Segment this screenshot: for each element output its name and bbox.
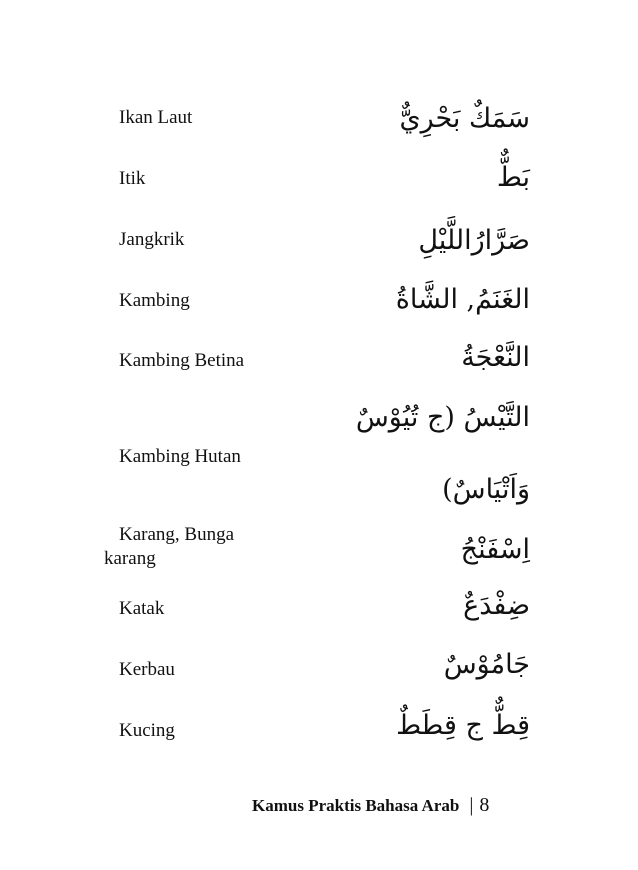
entry-kambing-betina-indonesian: Kambing Betina [119,350,245,371]
entry-jangkrik-indonesian: Jangkrik [119,229,185,250]
page-number: 8 [479,794,490,816]
entry-karang-indonesian [104,523,235,571]
entry-kambing-hutan-indonesian: Kambing Hutan [119,446,241,467]
entry-karang-arabic: اِسْفَنْجُ [460,534,530,565]
entry-kambing-betina-arabic: النَّعْجَةُ [461,342,530,373]
entry-karang-indonesian-line1: Karang, Bunga [119,524,235,545]
entry-ikan-laut-indonesian: Ikan Laut [119,107,193,128]
footer-title: Kamus Praktis Bahasa Arab [252,796,460,815]
entry-katak-indonesian: Katak [119,598,165,619]
entry-kambing-indonesian: Kambing [119,290,190,311]
entry-kambing-arabic: الغَنَمُ, الشَّاةُ [395,284,530,315]
entry-karang-indonesian-line2: karang [104,548,156,569]
page-footer [252,794,489,817]
entry-katak-arabic: ضِفْدَعٌ [463,590,530,621]
entry-kerbau-indonesian: Kerbau [119,659,175,680]
entry-kucing-arabic: قِطٌّ ج قِطَطٌ [396,710,530,741]
entry-ikan-laut-arabic: سَمَكٌ بَحْرِيٌّ [399,103,530,134]
entry-kucing-indonesian: Kucing [119,720,175,741]
entry-itik-arabic: بَطٌّ [496,162,530,193]
entry-kerbau-arabic: جَامُوْسٌ [443,649,530,680]
entry-kambing-hutan-arabic-line1: التَّيْسُ (ج تُيُوْسٌ [355,402,530,433]
entry-itik-indonesian: Itik [119,168,146,189]
footer-separator: | [469,794,474,816]
entry-kambing-hutan-arabic-line2: وَاَتْيَاسٌ) [442,474,530,505]
entry-jangkrik-arabic: صَرَّارُاللَّيْلِ [418,225,530,256]
